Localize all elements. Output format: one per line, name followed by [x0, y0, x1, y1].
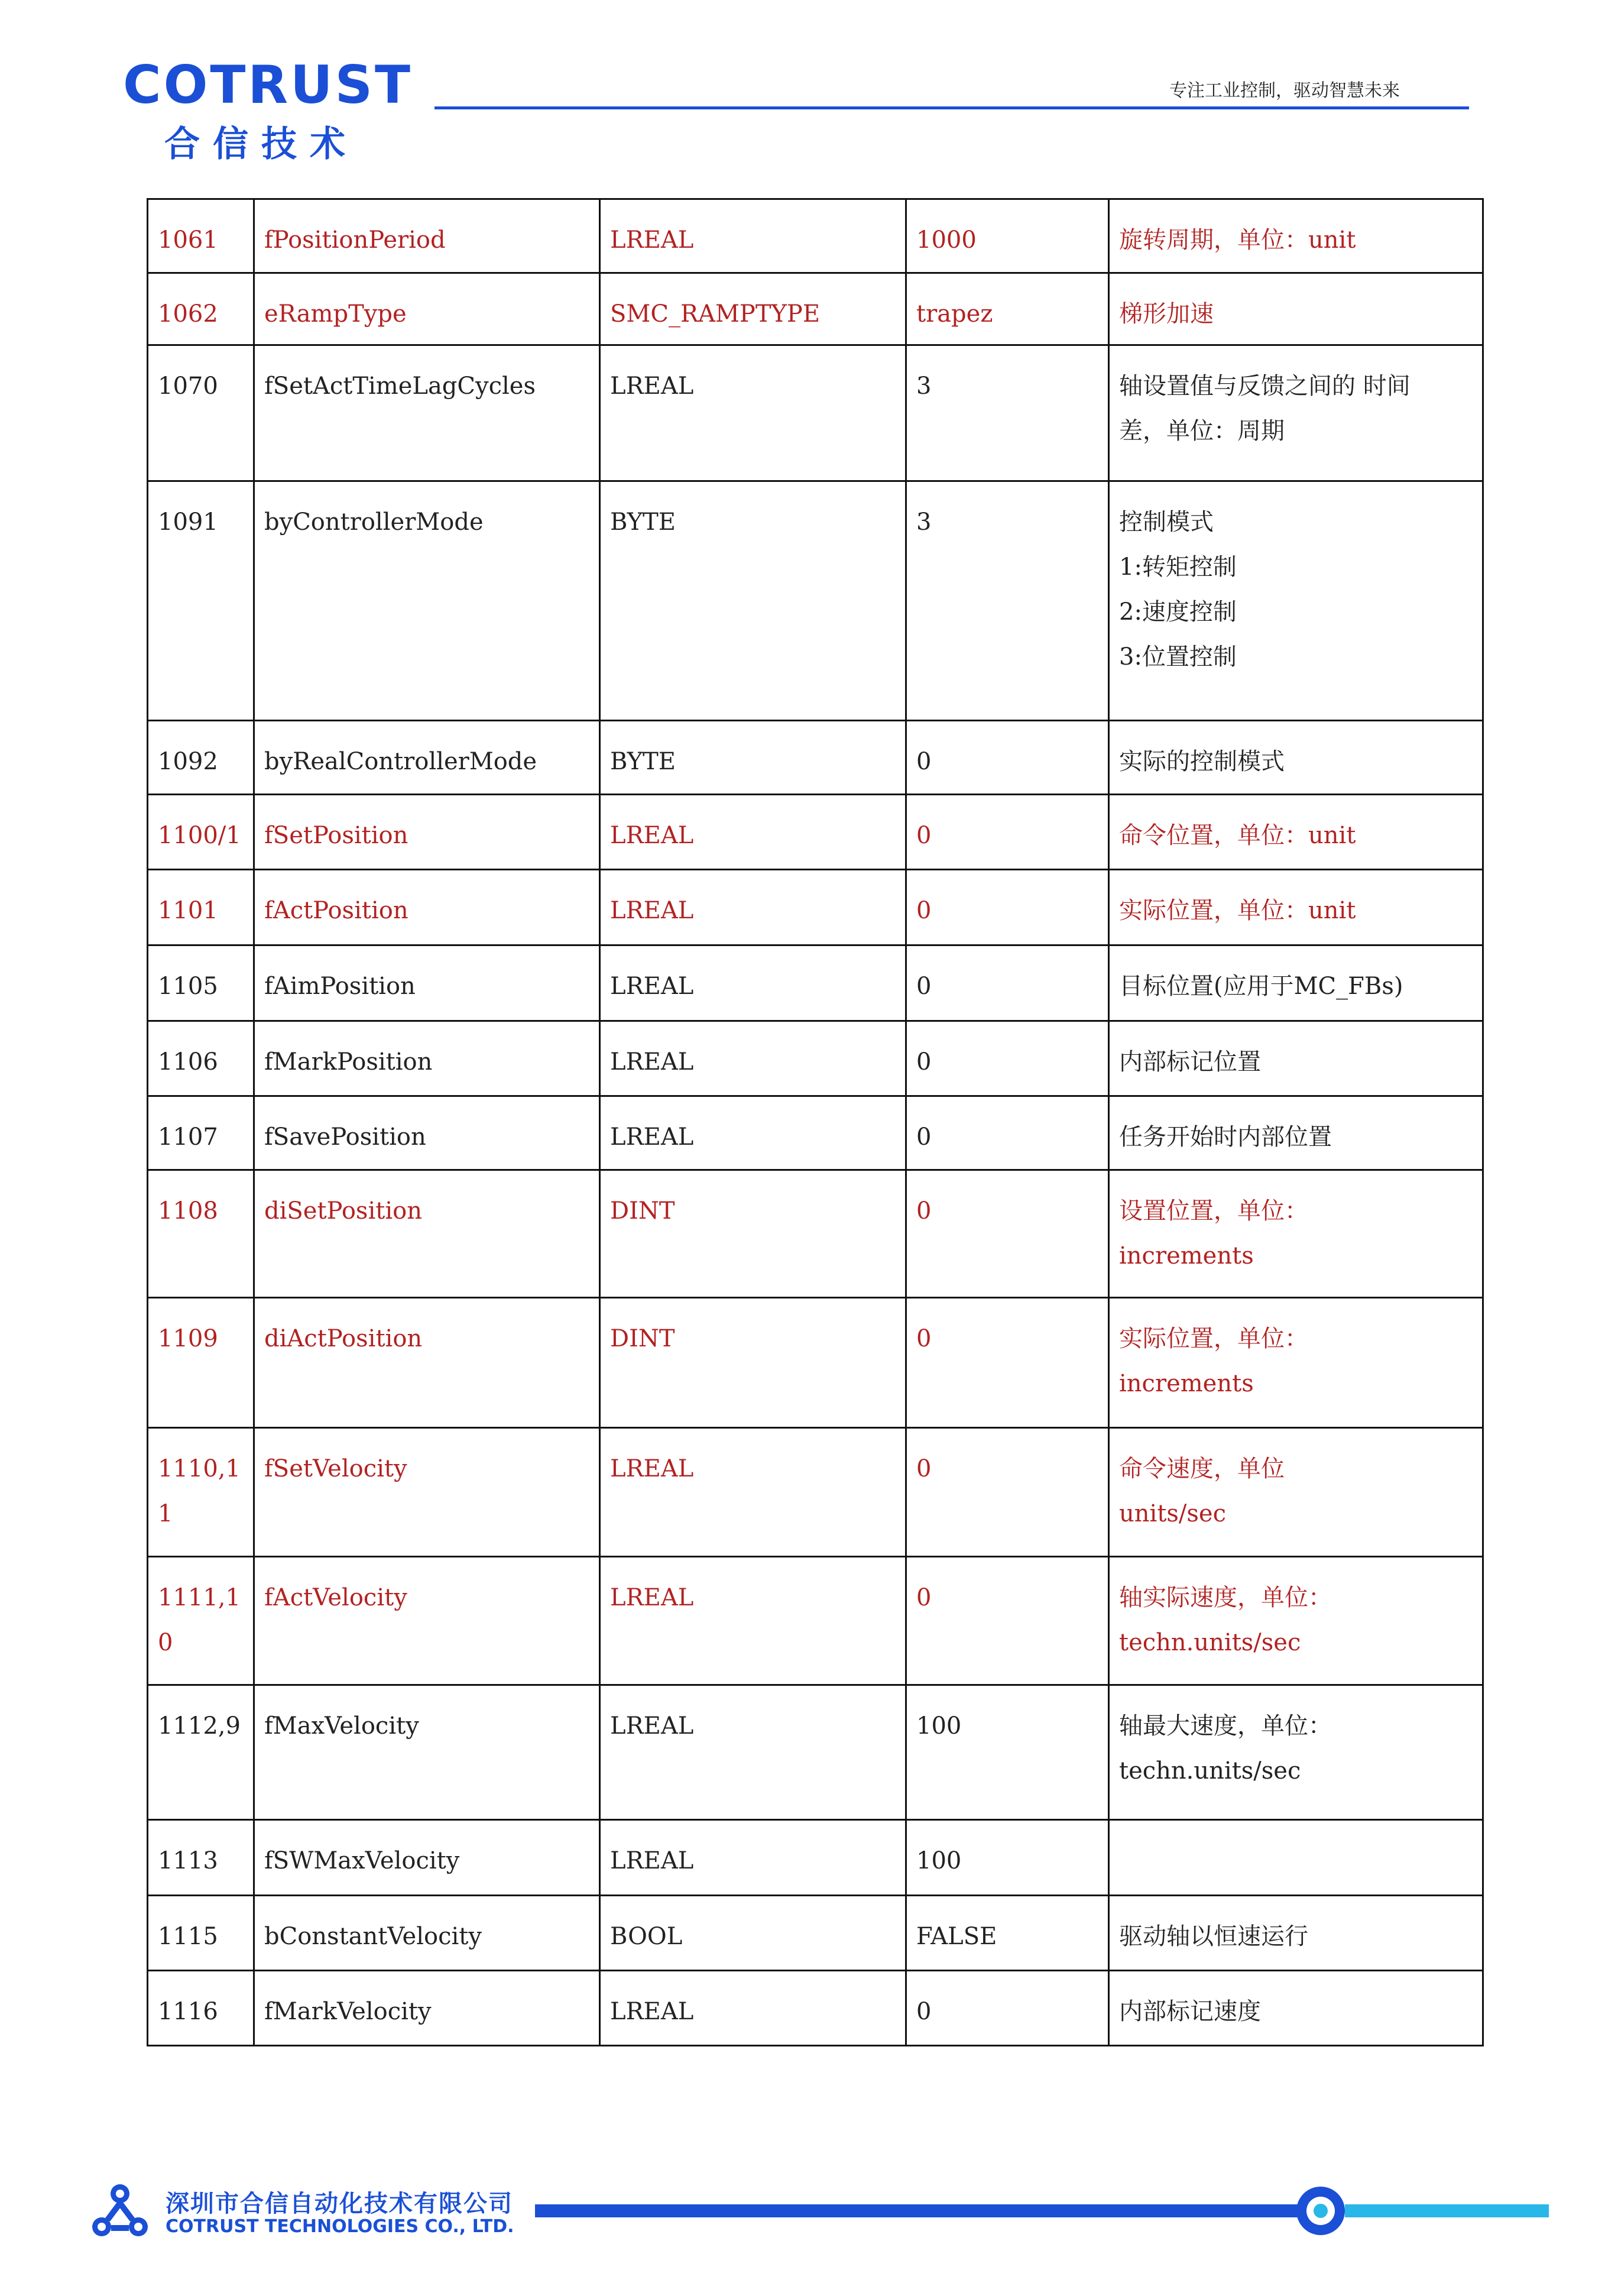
- param-id-cell: 1113: [148, 1820, 254, 1896]
- param-desc-line: techn.units/sec: [1119, 1757, 1301, 1785]
- param-default-cell: 0: [906, 945, 1109, 1021]
- param-desc-line: 内部标记速度: [1119, 1998, 1261, 2025]
- table-row: [148, 345, 1483, 481]
- table-row: [148, 870, 1483, 945]
- footer-bar-blue: [535, 2204, 1321, 2217]
- footer-bar-cyan: [1345, 2204, 1549, 2217]
- param-type-cell: LREAL: [600, 1820, 906, 1896]
- param-default-cell: FALSE: [906, 1896, 1109, 1971]
- header-slogan: 专注工业控制，驱动智慧未来: [1169, 80, 1400, 101]
- table-row: [148, 1820, 1483, 1896]
- table-row: [148, 1557, 1483, 1685]
- param-default-cell: 0: [906, 721, 1109, 795]
- table-row: [148, 199, 1483, 273]
- table-row: [148, 273, 1483, 345]
- logo-text-cn: 合信技术: [164, 124, 358, 165]
- param-name-cell: fActPosition: [254, 870, 600, 945]
- param-type-cell: SMC_RAMPTYPE: [600, 273, 906, 345]
- param-desc-cell: [1109, 481, 1483, 721]
- param-type-cell: DINT: [600, 1170, 906, 1298]
- param-name-cell: fSetVelocity: [254, 1428, 600, 1557]
- param-desc-line: 实际位置，单位：unit: [1119, 897, 1356, 924]
- param-default-cell: 0: [906, 1557, 1109, 1685]
- param-desc-line: 内部标记位置: [1119, 1048, 1261, 1076]
- param-id-cell: 1106: [148, 1021, 254, 1096]
- param-type-cell: LREAL: [600, 1428, 906, 1557]
- param-default-cell: 0: [906, 1298, 1109, 1428]
- param-desc-cell: [1109, 199, 1483, 273]
- param-desc-cell: [1109, 273, 1483, 345]
- param-desc-cell: [1109, 945, 1483, 1021]
- param-desc-line: 实际位置，单位：: [1119, 1325, 1308, 1352]
- footer-company-cn: 深圳市合信自动化技术有限公司: [166, 2190, 513, 2217]
- table-row: [148, 1685, 1483, 1820]
- param-id-cell: 1115: [148, 1896, 254, 1971]
- param-id-cell: 1109: [148, 1298, 254, 1428]
- param-default-cell: 3: [906, 345, 1109, 481]
- param-name-cell: fPositionPeriod: [254, 199, 600, 273]
- table-row: [148, 481, 1483, 721]
- param-desc-line: 命令位置，单位：unit: [1119, 822, 1356, 849]
- param-id-cell: 1108: [148, 1170, 254, 1298]
- param-default-cell: 0: [906, 1021, 1109, 1096]
- param-name-cell: fMarkPosition: [254, 1021, 600, 1096]
- param-type-cell: BOOL: [600, 1896, 906, 1971]
- table-row: [148, 1096, 1483, 1170]
- param-id-cell: 1061: [148, 199, 254, 273]
- param-desc-line: increments: [1119, 1370, 1254, 1397]
- param-type-cell: LREAL: [600, 870, 906, 945]
- param-id-cell: 1091: [148, 481, 254, 721]
- param-id-cell: 1112,9: [148, 1685, 254, 1820]
- param-desc-cell: [1109, 721, 1483, 795]
- company-logo: [123, 54, 413, 167]
- param-name-cell: fAimPosition: [254, 945, 600, 1021]
- param-name-cell: diActPosition: [254, 1298, 600, 1428]
- param-id-cell: 1107: [148, 1096, 254, 1170]
- param-desc-line: 实际的控制模式: [1119, 748, 1285, 775]
- param-desc-line: 轴实际速度，单位：: [1119, 1584, 1332, 1611]
- param-desc-cell: [1109, 1021, 1483, 1096]
- param-id-cell: 1092: [148, 721, 254, 795]
- param-id-cell: 1110,1 1: [148, 1428, 254, 1557]
- param-id-cell: 1116: [148, 1971, 254, 2046]
- param-desc-cell: [1109, 795, 1483, 870]
- param-desc-line: 梯形加速: [1119, 300, 1214, 328]
- param-desc-line: 轴设置值与反馈之间的 时间: [1119, 373, 1411, 400]
- param-desc-line: 控制模式: [1119, 509, 1214, 536]
- param-desc-line: 旋转周期，单位：unit: [1119, 226, 1356, 254]
- param-type-cell: LREAL: [600, 1096, 906, 1170]
- param-id-cell: 1111,1 0: [148, 1557, 254, 1685]
- param-type-cell: LREAL: [600, 795, 906, 870]
- param-default-cell: 0: [906, 795, 1109, 870]
- param-default-cell: 100: [906, 1820, 1109, 1896]
- logo-text-en: COTRUST: [123, 54, 413, 115]
- param-desc-line: 1:转矩控制: [1119, 553, 1237, 581]
- param-name-cell: fActVelocity: [254, 1557, 600, 1685]
- param-desc-cell: [1109, 1298, 1483, 1428]
- table-row: [148, 1298, 1483, 1428]
- table-row: [148, 1021, 1483, 1096]
- param-desc-cell: [1109, 345, 1483, 481]
- param-desc-cell: [1109, 1557, 1483, 1685]
- footer-logo-icon: [87, 2181, 153, 2246]
- param-desc-line: 目标位置(应用于MC_FBs): [1119, 973, 1403, 1000]
- parameter-table-body: [148, 199, 1483, 2046]
- param-desc-line: 驱动轴以恒速运行: [1119, 1923, 1308, 1950]
- param-type-cell: LREAL: [600, 1557, 906, 1685]
- param-desc-line: techn.units/sec: [1119, 1629, 1301, 1656]
- param-default-cell: 3: [906, 481, 1109, 721]
- param-name-cell: bConstantVelocity: [254, 1896, 600, 1971]
- param-desc-cell: [1109, 870, 1483, 945]
- param-name-cell: fSetPosition: [254, 795, 600, 870]
- param-desc-cell: [1109, 1096, 1483, 1170]
- param-desc-line: 命令速度，单位: [1119, 1455, 1285, 1482]
- table-row: [148, 1971, 1483, 2046]
- param-id-cell: 1101: [148, 870, 254, 945]
- param-default-cell: 0: [906, 870, 1109, 945]
- footer-circle-dot: [1314, 2204, 1328, 2218]
- footer-company-en: COTRUST TECHNOLOGIES CO., LTD.: [166, 2216, 514, 2237]
- param-desc-cell: [1109, 1685, 1483, 1820]
- param-default-cell: 100: [906, 1685, 1109, 1820]
- param-desc-cell: [1109, 1428, 1483, 1557]
- param-id-cell: 1070: [148, 345, 254, 481]
- param-default-cell: 0: [906, 1170, 1109, 1298]
- table-row: [148, 1896, 1483, 1971]
- param-default-cell: 0: [906, 1428, 1109, 1557]
- param-default-cell: 1000: [906, 199, 1109, 273]
- param-type-cell: BYTE: [600, 721, 906, 795]
- param-type-cell: LREAL: [600, 945, 906, 1021]
- param-name-cell: eRampType: [254, 273, 600, 345]
- param-default-cell: trapez: [906, 273, 1109, 345]
- param-default-cell: 0: [906, 1096, 1109, 1170]
- table-row: [148, 1428, 1483, 1557]
- param-name-cell: byControllerMode: [254, 481, 600, 721]
- param-name-cell: fMaxVelocity: [254, 1685, 600, 1820]
- param-desc-line: 轴最大速度，单位：: [1119, 1712, 1332, 1740]
- parameter-table: [147, 198, 1484, 2046]
- param-type-cell: LREAL: [600, 1971, 906, 2046]
- table-row: [148, 1170, 1483, 1298]
- table-row: [148, 795, 1483, 870]
- param-type-cell: DINT: [600, 1298, 906, 1428]
- param-desc-cell: [1109, 1896, 1483, 1971]
- param-id-cell: 1062: [148, 273, 254, 345]
- param-type-cell: LREAL: [600, 199, 906, 273]
- param-id-cell: 1100/1: [148, 795, 254, 870]
- param-id-cell: 1105: [148, 945, 254, 1021]
- param-desc-line: 2:速度控制: [1119, 598, 1237, 626]
- param-type-cell: LREAL: [600, 1021, 906, 1096]
- table-row: [148, 945, 1483, 1021]
- param-type-cell: BYTE: [600, 481, 906, 721]
- param-type-cell: LREAL: [600, 1685, 906, 1820]
- param-desc-line: 任务开始时内部位置: [1119, 1123, 1332, 1151]
- param-desc-line: 差，单位：周期: [1119, 417, 1285, 445]
- param-name-cell: fMarkVelocity: [254, 1971, 600, 2046]
- param-name-cell: fSavePosition: [254, 1096, 600, 1170]
- param-name-cell: fSetActTimeLagCycles: [254, 345, 600, 481]
- table-row: [148, 721, 1483, 795]
- param-desc-cell: [1109, 1820, 1483, 1896]
- param-desc-line: 3:位置控制: [1119, 643, 1237, 671]
- param-desc-line: increments: [1119, 1242, 1254, 1270]
- param-type-cell: LREAL: [600, 345, 906, 481]
- param-desc-line: 设置位置，单位：: [1119, 1197, 1308, 1225]
- param-desc-cell: [1109, 1971, 1483, 2046]
- param-name-cell: diSetPosition: [254, 1170, 600, 1298]
- param-desc-line: units/sec: [1119, 1500, 1226, 1527]
- header-divider: [435, 106, 1469, 109]
- param-name-cell: fSWMaxVelocity: [254, 1820, 600, 1896]
- param-desc-cell: [1109, 1170, 1483, 1298]
- param-default-cell: 0: [906, 1971, 1109, 2046]
- param-name-cell: byRealControllerMode: [254, 721, 600, 795]
